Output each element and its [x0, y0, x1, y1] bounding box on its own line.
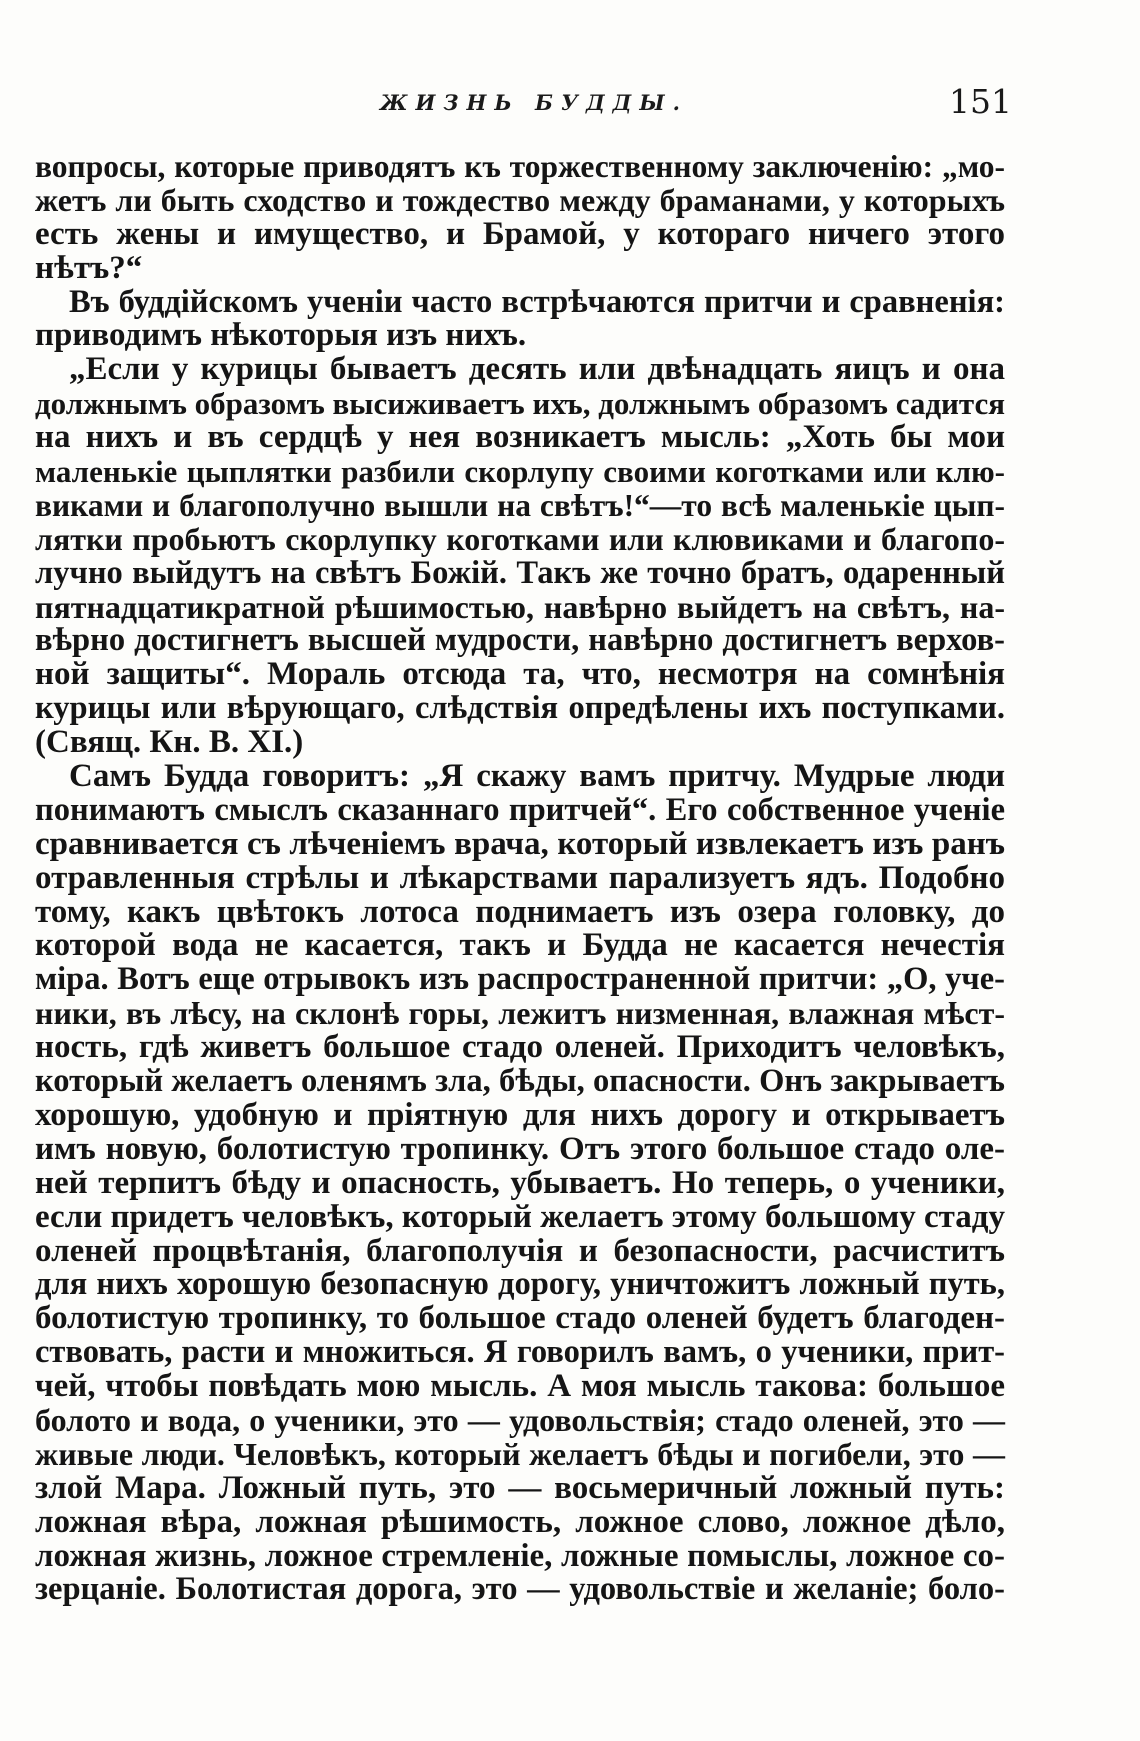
- text-line: жетъ ли быть сходство и тождество между брамaнами, у которыхъ: [35, 181, 1005, 218]
- text-line: ники, въ лѣсу, на склонѣ горы, лежитъ низменная, влажная мѣст-: [35, 995, 1005, 1032]
- text-line: Въ буддійскомъ ученіи часто встрѣчаются притчи и сравненія:: [69, 283, 1005, 320]
- text-line: чей, чтобы повѣдать мою мысль. А моя мысль такова: большое: [35, 1368, 1005, 1405]
- text-line: лучно выйдутъ на свѣтъ Божій. Такъ же точно братъ, одаренный: [35, 554, 1005, 591]
- text-line: тому, какъ цвѣтокъ лотоса поднимаетъ изъ озера головку, до: [35, 893, 1005, 930]
- text-line: живые люди. Человѣкъ, который желаетъ бѣды и погибели, это —: [35, 1435, 1005, 1472]
- text-line: Самъ Будда говоритъ: „Я скажу вамъ притчу. Мудрые люди: [69, 758, 1005, 795]
- text-line: лятки пробьютъ скорлупку коготками или клювиками и благопо-: [35, 520, 1005, 557]
- text-line: для нихъ хорошую безопасную дорогу, уничтожитъ ложный путь,: [35, 1266, 1005, 1303]
- text-line: курицы или вѣрующаго, слѣдствія опредѣлены ихъ поступками.: [35, 690, 1005, 727]
- text-line: на нихъ и въ сердцѣ у нея возникаетъ мысль: „Хоть бы мои: [35, 419, 1005, 456]
- text-line: ность, гдѣ живетъ большое стадо оленей. Приходитъ человѣкъ,: [35, 1029, 1005, 1066]
- text-line: сравнивается съ лѣченіемъ врача, который извлекаетъ изъ ранъ: [35, 825, 1005, 862]
- text-line: ложная вѣра, ложная рѣшимость, ложное слово, ложное дѣло,: [35, 1503, 1005, 1540]
- text-line: есть жены и имущество, и Брамой, у котораго ничего этого: [35, 215, 1005, 252]
- text-line: виками и благополучно вышли на свѣтъ!“—то всѣ маленькіе цып-: [35, 487, 1005, 523]
- text-line: маленькіе цыплятки разбили скорлупу своими коготками или клю-: [35, 454, 1005, 490]
- page-number: 151: [949, 82, 1012, 121]
- text-line: ложная жизнь, ложное стремленіе, ложные помыслы, ложное со-: [35, 1537, 1005, 1574]
- text-line: оленей процвѣтанія, благополучія и безопасности, расчиститъ: [35, 1232, 1005, 1269]
- text-line: ствовать, расти и множиться. Я говорилъ вамъ, о ученики, прит-: [35, 1334, 1005, 1371]
- running-title: ЖИЗНЬ БУДДЫ.: [380, 90, 688, 115]
- text-line: міра. Вотъ еще отрывокъ изъ распространенной притчи: „О, уче-: [35, 961, 1005, 998]
- text-line: вѣрно достигнетъ высшей мудрости, навѣрно достигнетъ верхов-: [35, 622, 1005, 659]
- body-text: [35, 150, 1005, 1607]
- text-line: вопросы, которые приводятъ къ торжественному заключенію: „мо-: [35, 149, 1005, 184]
- text-line: имъ новую, болотистую тропинку. Отъ этого большое стадо оле-: [35, 1130, 1005, 1167]
- text-line: понимаютъ смыслъ сказаннаго притчей“. Его собственное ученіе: [35, 791, 1005, 828]
- running-head: [112, 82, 1012, 128]
- text-line: ней терпитъ бѣду и опасность, убываетъ. Но теперь, о ученики,: [35, 1164, 1005, 1201]
- text-line: хорошую, удобную и пріятную для нихъ дорогу и открываетъ: [35, 1096, 1005, 1133]
- text-line: которой вода не касается, такъ и Будда не касается нечестія: [35, 927, 1005, 964]
- text-line: „Если у курицы бываетъ десять или двѣнадцать яицъ и она: [69, 351, 1005, 388]
- text-line: если придетъ человѣкъ, который желаетъ этому большому стаду: [35, 1198, 1005, 1235]
- text-line: приводимъ нѣкоторыя изъ нихъ.: [35, 317, 527, 354]
- text-line: должнымъ образомъ высиживаетъ ихъ, должнымъ образомъ садится: [35, 386, 1006, 422]
- text-line: отравленныя стрѣлы и лѣкарствами парализуетъ ядъ. Подобно: [35, 859, 1005, 896]
- text-line: злой Мара. Ложный путь, это — восьмеричный ложный путь:: [35, 1469, 1005, 1506]
- text-line: болото и вода, о ученики, это — удовольствія; стадо оленей, это —: [35, 1401, 1005, 1438]
- text-line: (Свящ. Кн. В. XI.): [35, 724, 304, 761]
- text-line: ной защиты“. Мораль отсюда та, что, несмотря на сомнѣнія: [35, 656, 1005, 693]
- text-line: нѣтъ?“: [35, 249, 143, 286]
- text-line: который желаетъ оленямъ зла, бѣды, опасности. Онъ закрываетъ: [35, 1063, 1005, 1100]
- text-line: зерцаніе. Болотистая дорога, это — удовольствіе и желаніе; боло-: [35, 1571, 1005, 1608]
- text-line: пятнадцатикратной рѣшимостью, навѣрно выйдетъ на свѣтъ, на-: [35, 588, 1005, 625]
- text-line: болотистую тропинку, то большое стадо оленей будетъ благоден-: [35, 1300, 1005, 1337]
